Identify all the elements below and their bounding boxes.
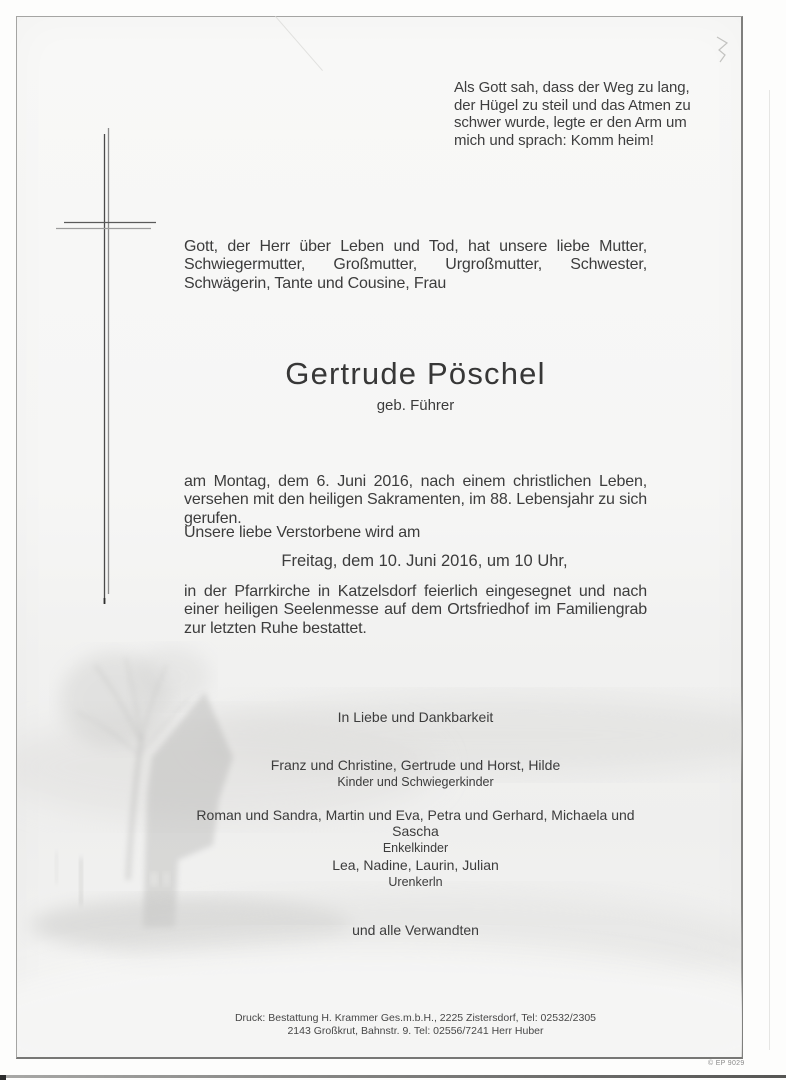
opening-verse [454, 79, 706, 149]
pencil-mark [707, 29, 737, 74]
mourner-group-grandchildren [184, 807, 647, 855]
intro-paragraph: Gott, der Herr über Leben und Tod, hat unsere liebe Mutter, Schwiegermutter, Großmutter, Urgroßmutter, Schwester, Schwägerin, Tante und Cousine, Frau [184, 238, 647, 292]
verse-line: Als Gott sah, dass der Weg zu lang, [454, 79, 690, 96]
funeral-details-paragraph: in der Pfarrkirche in Katzelsdorf feierlich eingesegnet und nach einer heiligen Seelenmesse auf dem Ortsfriedhof im Familiengrab zur letzten Ruhe bestattet. [184, 583, 647, 637]
mourner-group-great-grandchildren [184, 857, 647, 889]
mourner-relation: Urenkerln [388, 875, 443, 889]
scanner-streak [769, 90, 770, 1050]
memorial-cross-icon [51, 116, 163, 611]
printer-footer-line: Druck: Bestattung H. Krammer Ges.m.b.H., 2225 Zistersdorf, Tel: 02532/2305 [234, 1012, 597, 1024]
mourner-relation: Kinder und Schwiegerkinder [337, 775, 494, 789]
scanner-corner-mark [0, 1075, 6, 1080]
mourner-names: Franz und Christine, Gertrude und Horst, Hilde [270, 757, 561, 773]
watermark-shrine-opening [163, 872, 170, 886]
mourner-relation: Enkelkinder [382, 841, 449, 855]
scan-crease [275, 16, 323, 71]
mourner-names: Roman und Sandra, Martin und Eva, Petra und Gerhard, Michaela und Sascha [196, 807, 635, 839]
funeral-datetime: Freitag, dem 10. Juni 2016, um 10 Uhr, [281, 552, 568, 570]
print-code: © EP 9029 [708, 1060, 745, 1067]
scanner-edge-shadow [0, 1075, 786, 1078]
watermark-fence-post [79, 858, 83, 905]
printer-footer-line: 2143 Großkrut, Bahnstr. 9. Tel: 02556/7241 Herr Huber [287, 1024, 544, 1037]
printer-footer [184, 1012, 647, 1037]
maiden-name: geb. Führer [376, 397, 455, 414]
watermark-shrine-opening [150, 872, 158, 886]
verse-line: mich und sprach: Komm heim! [454, 131, 654, 149]
watermark-tree-foliage [134, 647, 210, 707]
death-notice-paragraph: am Montag, dem 6. Juni 2016, nach einem christlichen Leben, versehen mit den heiligen Sakramenten, im 88. Lebensjahr zu sich gerufen. [184, 473, 647, 527]
announcement-line: Unsere liebe Verstorbene wird am [184, 524, 421, 541]
gratitude-line: In Liebe und Dankbarkeit [337, 709, 494, 725]
watermark-fence-post [55, 852, 58, 884]
closing-line: und alle Verwandten [352, 922, 479, 938]
mourner-group-children [184, 757, 647, 789]
mourner-names: Lea, Nadine, Laurin, Julian [332, 857, 499, 873]
deceased-name: Gertrude Pöschel [285, 356, 546, 391]
verse-line: schwer wurde, legte er den Arm um [454, 114, 687, 132]
parte-page [16, 16, 743, 1059]
verse-line: der Hügel zu steil und das Atmen zu [454, 96, 691, 114]
